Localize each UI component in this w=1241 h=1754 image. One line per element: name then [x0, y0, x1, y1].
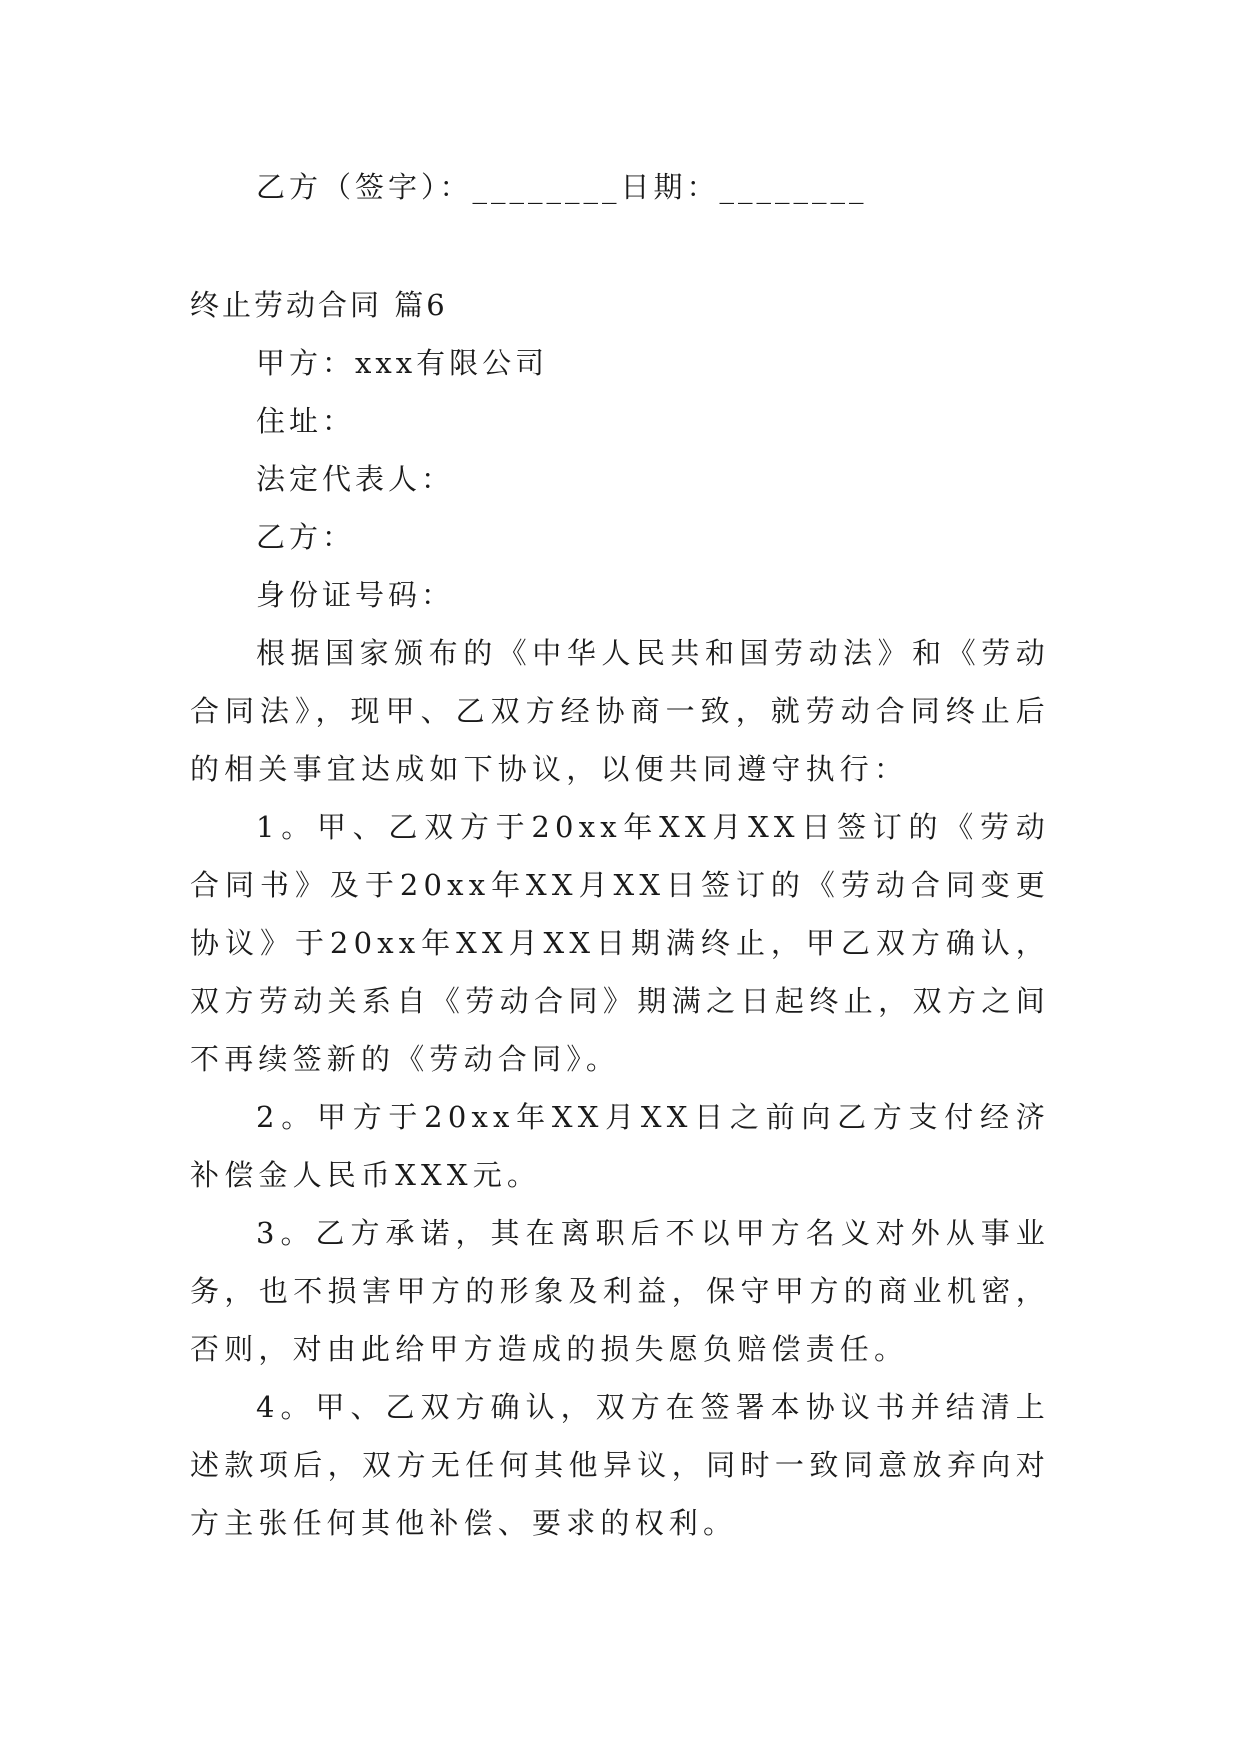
paragraph-clause-3: 3。乙方承诺，其在离职后不以甲方名义对外从事业务，也不损害甲方的形象及利益，保守甲方的商业机密，否则，对由此给甲方造成的损失愿负赔偿责任。: [190, 1216, 1050, 1366]
field-party-a: 甲方：xxx有限公司: [256, 346, 549, 380]
paragraph-clause-2: 2。甲方于20xx年XX月XX日之前向乙方支付经济补偿金人民币XXX元。: [190, 1100, 1050, 1192]
date-label: 日期：: [620, 170, 720, 204]
date-blank: ________: [719, 170, 868, 204]
field-party-b: 乙方：: [256, 520, 356, 554]
spacer: [190, 216, 1050, 276]
party-b-signature-label: 乙方（签字）：: [256, 170, 473, 204]
paragraph-clause-1: 1。甲、乙双方于20xx年XX月XX日签订的《劳动合同书》及于20xx年XX月XX日签订的《劳动合同变更协议》于20xx年XX月XX日期满终止，甲乙双方确认，双方劳动关系自《劳动合同》期满之日起终止，双方之间不再续签新的《劳动合同》。: [190, 810, 1050, 1076]
signature-line: [190, 158, 1050, 216]
field-id-number: 身份证号码：: [256, 578, 455, 612]
field-legal-representative: 法定代表人：: [256, 462, 455, 496]
paragraph-preamble: 根据国家颁布的《中华人民共和国劳动法》和《劳动合同法》，现甲、乙双方经协商一致，就劳动合同终止后的相关事宜达成如下协议，以便共同遵守执行：: [190, 636, 1050, 786]
section-title: 终止劳动合同 篇6: [190, 288, 448, 322]
document-content: [190, 158, 1050, 1552]
signature-blank: ________: [472, 170, 621, 204]
paragraph-clause-4: 4。甲、乙双方确认，双方在签署本协议书并结清上述款项后，双方无任何其他异议，同时一致同意放弃向对方主张任何其他补偿、要求的权利。: [190, 1390, 1050, 1540]
field-address: 住址：: [256, 404, 356, 438]
